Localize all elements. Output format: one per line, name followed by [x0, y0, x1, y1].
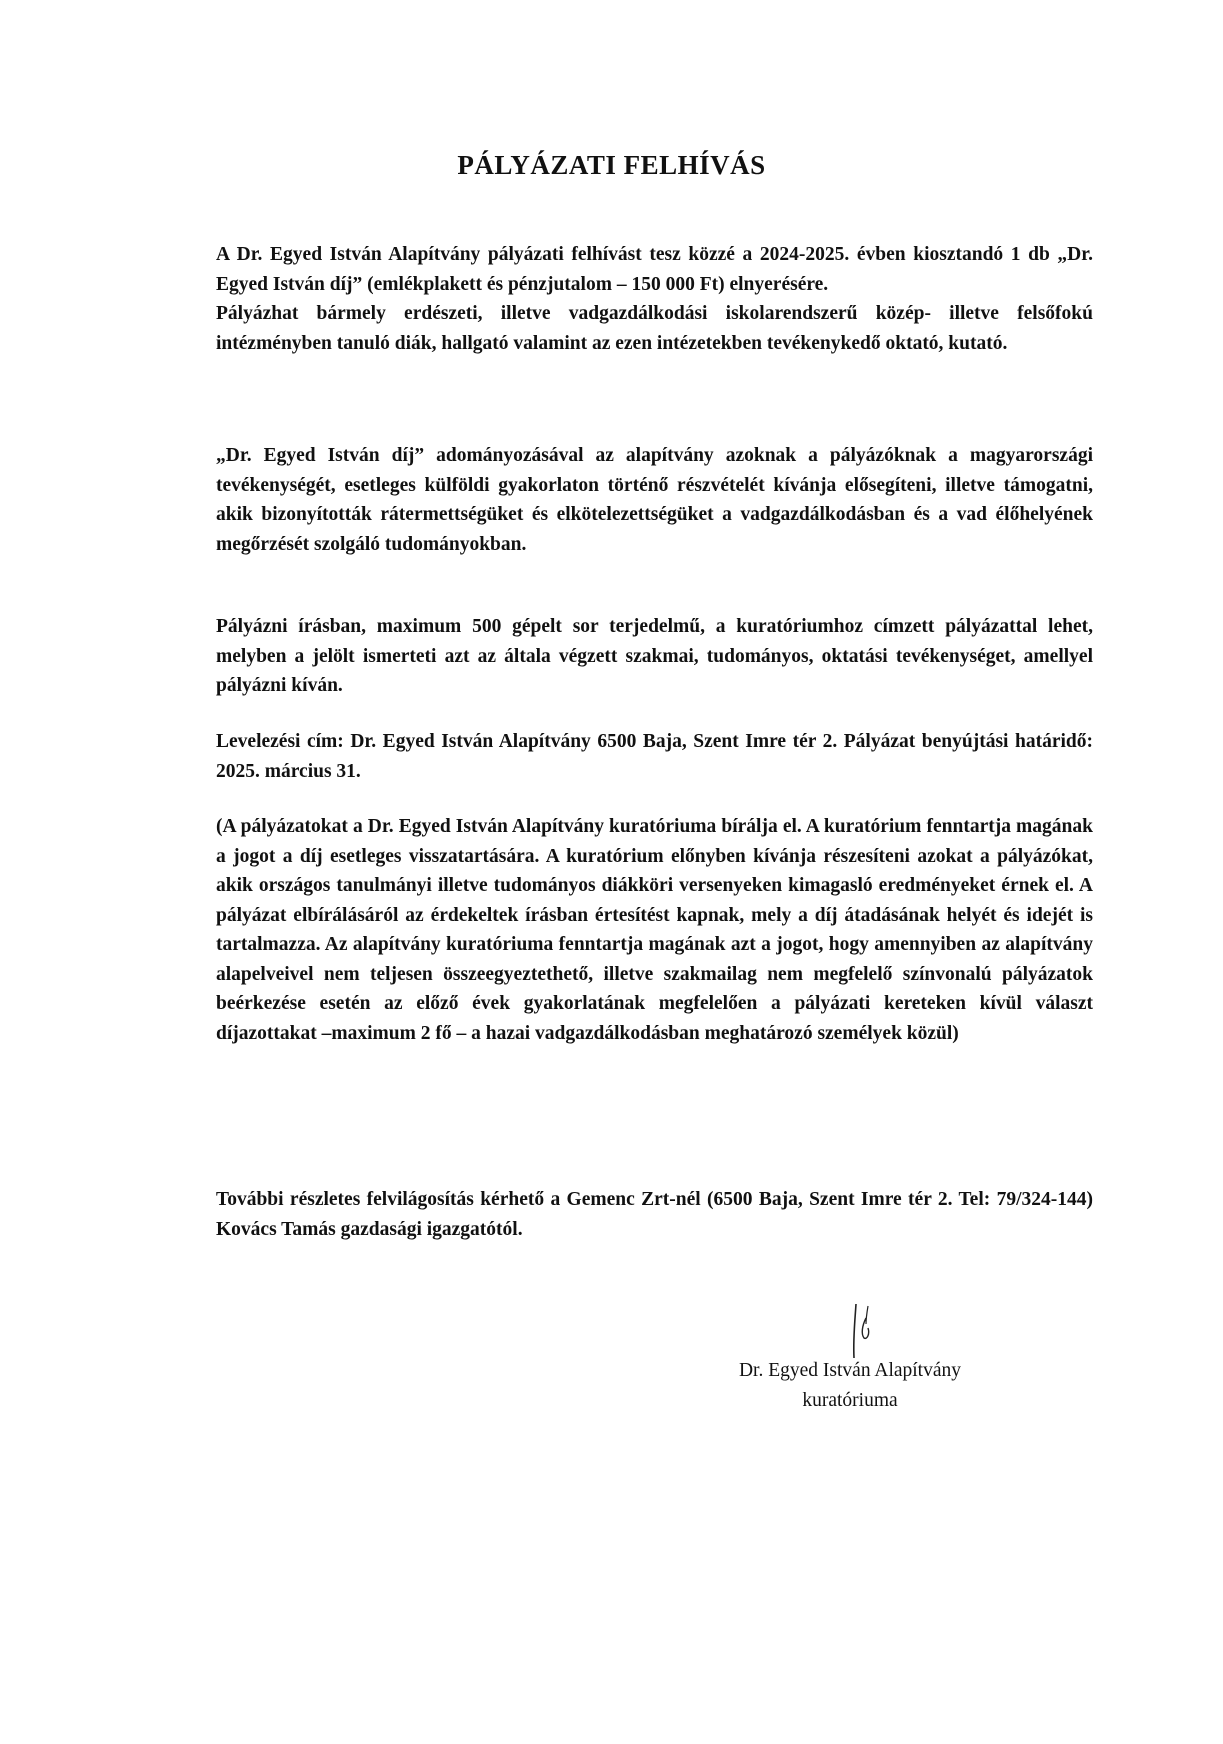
handwritten-signature — [848, 1300, 878, 1362]
signature-org-board: kuratóriuma — [802, 1389, 898, 1411]
paragraph-evaluation: (A pályázatokat a Dr. Egyed István Alapítvány kuratóriuma bírálja el. A kuratórium fenntartja magának a jogot a díj esetleges visszatartására. A kuratórium előnyben kívánja részesíteni azokat a pályázókat, akik országos tanulmányi illetve tudományos diákköri versenyeken kimagasló eredményeket érnek el. A pályázat elbírálásáról az érdekeltek írásban értesítést kapnak, mely a díj átadásának helyét és idejét is tartalmazza. Az alapítvány kuratóriuma fenntartja magának azt a jogot, hogy amennyiben az alapítvány alapelveivel nem teljesen összeegyeztethető, illetve szakmailag nem megfelelő színvonalú pályázatok beérkezése esetén az előző évek gyakorlatának megfelelően a pályázati kereteken kívül választ díjazottakat –maximum 2 fő – a hazai vadgazdálkodásban meghatározó személyek közül) — [216, 816, 1093, 1044]
intro-block — [216, 240, 1093, 358]
paragraph-purpose: „Dr. Egyed István díj” adományozásával az alapítvány azoknak a pályázóknak a magyarországi tevékenységét, esetleges külföldi gyakorlaton történő részvételét kívánja elősegíteni, illetve támogatni, akik bizonyították rátermettségüket és elkötelezettségüket a vadgazdálkodásban és a vad élőhelyének megőrzését szolgáló tudományokban. — [216, 445, 1093, 555]
document-title: PÁLYÁZATI FELHÍVÁS — [457, 150, 766, 180]
signature-org-name: Dr. Egyed István Alapítvány — [738, 1360, 962, 1381]
paragraph-further-info: További részletes felvilágosítás kérhető a Gemenc Zrt-nél (6500 Baja, Szent Imre tér 2. Tel: 79/324-144) Kovács Tamás gazdasági igazgatótól. — [216, 1189, 1093, 1240]
paragraph-application-format: Pályázni írásban, maximum 500 gépelt sor terjedelmű, a kuratóriumhoz címzett pályázattal lehet, melyben a jelölt ismerteti azt az általa végzett szakmai, tudományos, oktatási tevékenységet, amellyel pályázni kíván. — [216, 616, 1093, 696]
paragraph-announcement: A Dr. Egyed István Alapítvány pályázati felhívást tesz közzé a 2024-2025. évben kiosztandó 1 db „Dr. Egyed István díj” (emlékplakett és pénzjutalom – 150 000 Ft) elnyerésére. — [216, 244, 1093, 295]
paragraph-address-deadline: Levelezési cím: Dr. Egyed István Alapítvány 6500 Baja, Szent Imre tér 2. Pályázat benyújtási határidő: 2025. március 31. — [216, 731, 1093, 782]
signature-block — [680, 1356, 1020, 1415]
paragraph-eligibility: Pályázhat bármely erdészeti, illetve vadgazdálkodási iskolarendszerű közép- illetve felsőfokú intézményben tanuló diák, hallgató valamint az ezen intézetekben tevékenykedő oktató, kutató. — [216, 303, 1093, 354]
